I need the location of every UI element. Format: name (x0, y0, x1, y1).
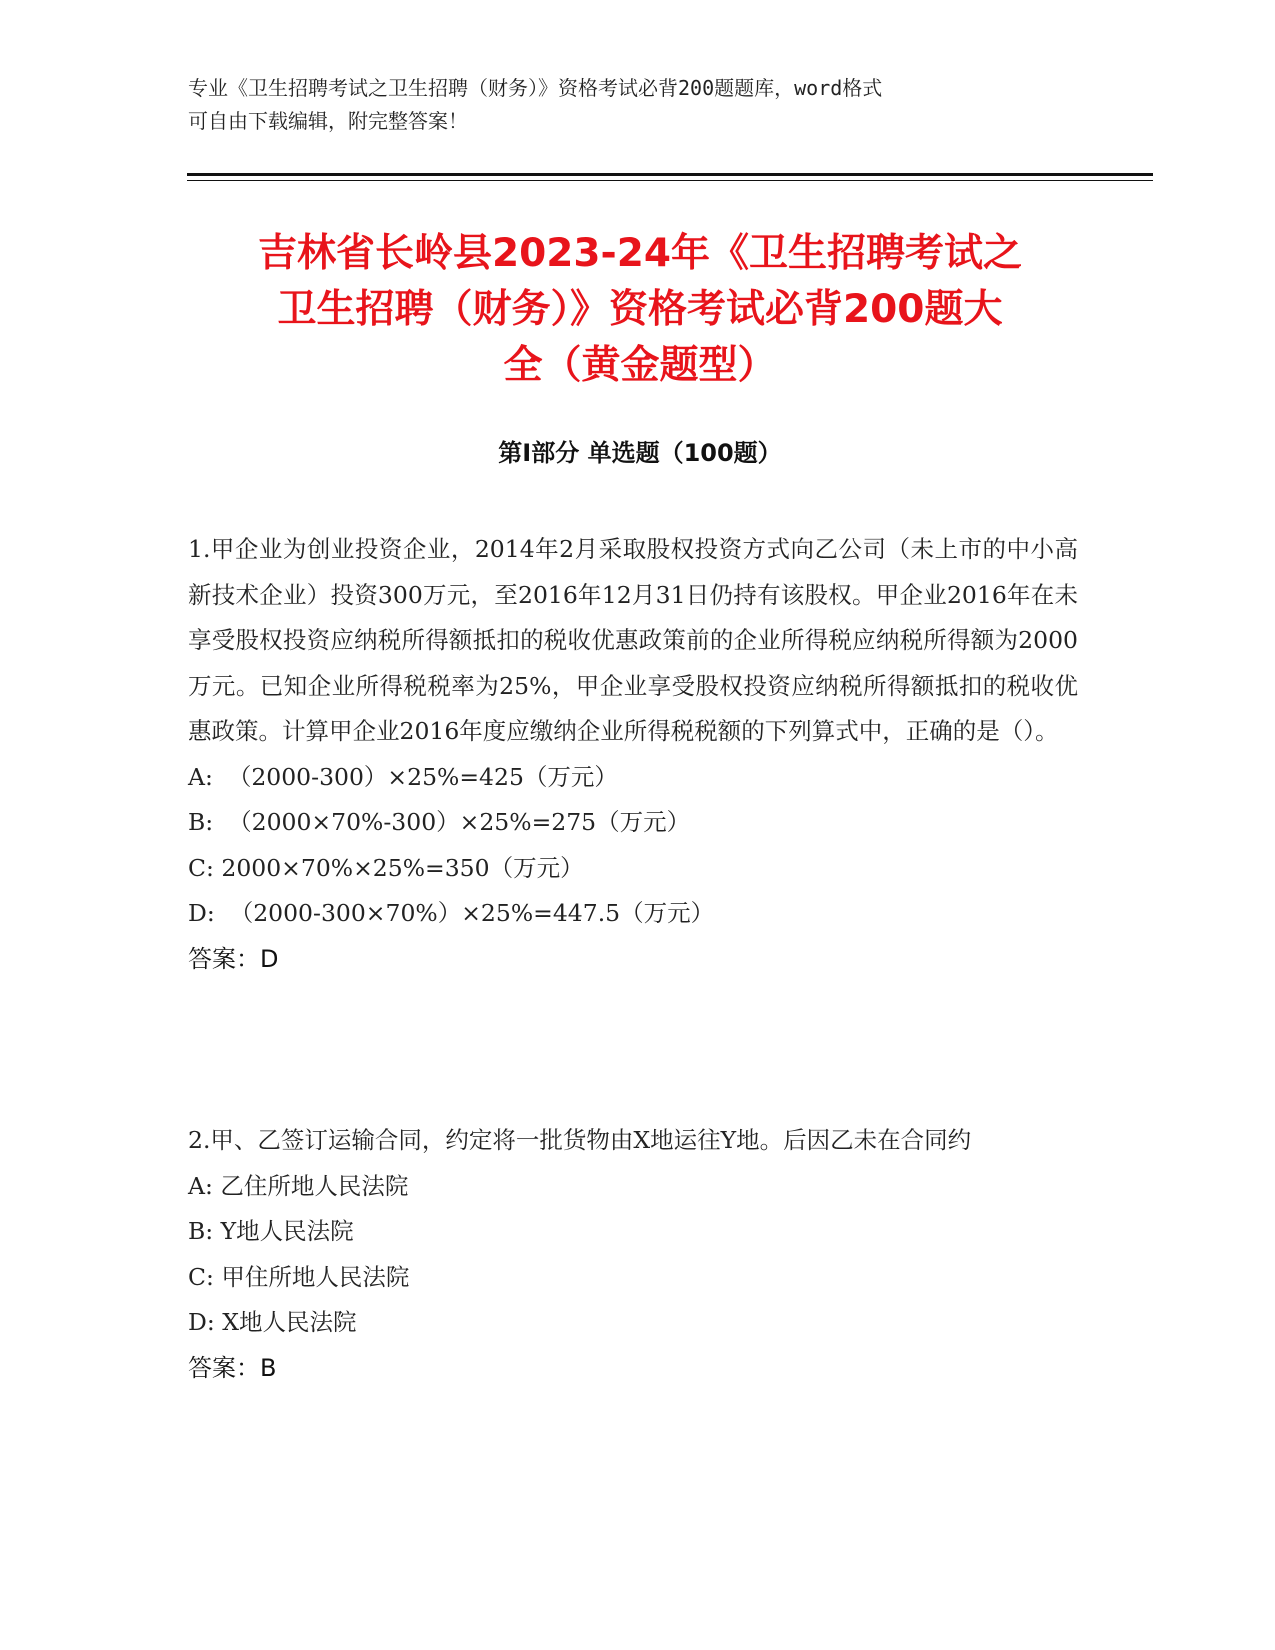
title-line-1: 吉林省长岭县2023-24年《卫生招聘考试之 (257, 231, 1022, 276)
title-line-2: 卫生招聘（财务）》资格考试必背200题大 (277, 287, 1003, 332)
header-note-line-2: 可自由下载编辑，附完整答案！ (188, 109, 468, 133)
document-title (180, 226, 1100, 394)
question-stem: 2.甲、乙签订运输合同，约定将一批货物由X地运往Y地。后因乙未在合同约 (188, 1126, 972, 1154)
header-divider-thick (187, 173, 1153, 176)
question-stem: 1.甲企业为创业投资企业，2014年2月采取股权投资方式向乙公司（未上市的中小高新技术企业）投资300万元，至2016年12月31日仍持有该股权。甲企业2016年在未享受股权投资应纳税所得额抵扣的税收优惠政策前的企业所得税应纳税所得额为2000万元。已知企业所得税税率为25%，甲企业享受股权投资应纳税所得额抵扣的税收优惠政策。计算甲企业2016年度应缴纳企业所得税税额的下列算式中，正确的是（）。 (188, 535, 1078, 745)
option-b: B: （2000×70%-300）×25%=275（万元） (188, 808, 691, 836)
section-heading: 第Ⅰ部分 单选题（100题） (498, 439, 782, 467)
header-divider-thin (187, 180, 1153, 181)
option-c: C: 2000×70%×25%=350（万元） (188, 853, 584, 882)
answer-line: 答案：B (188, 1353, 277, 1382)
header-note-line-1: 专业《卫生招聘考试之卫生招聘（财务）》资格考试必背200题题库，word格式 (188, 76, 883, 100)
question-1 (188, 527, 1078, 982)
option-c: C: 甲住所地人民法院 (188, 1262, 410, 1291)
title-line-3: 全（黄金题型） (503, 343, 777, 388)
option-d: D: X地人民法院 (188, 1308, 357, 1336)
document-header-note (188, 72, 1068, 138)
option-b: B: Y地人民法院 (188, 1217, 354, 1245)
option-d: D: （2000-300×70%）×25%=447.5（万元） (188, 899, 715, 927)
option-a: A: （2000-300）×25%=425（万元） (188, 762, 618, 791)
option-a: A: 乙住所地人民法院 (188, 1171, 409, 1200)
question-2 (188, 1118, 1078, 1391)
answer-line: 答案：D (188, 944, 279, 973)
